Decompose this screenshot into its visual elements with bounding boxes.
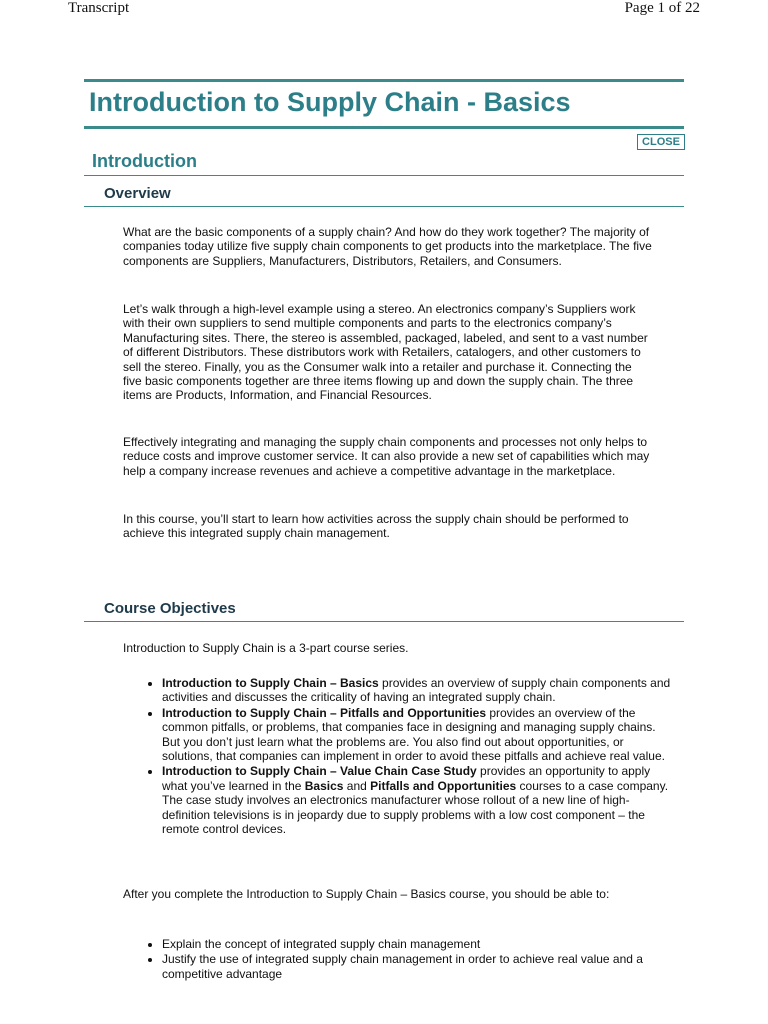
- overview-heading: Overview: [104, 185, 171, 202]
- list-item: • Explain the concept of integrated supply chain management: [162, 937, 672, 951]
- course-description: provides an opportunity to apply what you’ve learned in the: [162, 764, 651, 793]
- objectives-divider: [84, 621, 684, 622]
- list-item: [162, 676, 672, 705]
- header-transcript-label: Transcript: [68, 0, 130, 16]
- section-title: Introduction: [92, 151, 197, 171]
- close-button[interactable]: CLOSE: [637, 134, 685, 150]
- page-title: Introduction to Supply Chain - Basics: [89, 87, 571, 117]
- title-bottom-divider: [84, 126, 684, 129]
- list-item: [162, 706, 672, 764]
- course-list: [143, 676, 672, 837]
- overview-paragraph: Let’s walk through a high-level example using a stereo. An electronics company’s Suppliers work with their own suppliers to send multiple components and parts to the electronics company’s Manufacturing sites. There, the stereo is assembled, packaged, labeled, and sent to a vast number of different Distributors. These distributors work with Retailers, catalogers, and other customers to sell the stereo. Finally, you as the Consumer walk into a retailer and purchase it. Connecting the five basic components together are three items flowing up and down the supply chain. The three items are Products, Information, and Financial Resources.: [123, 302, 648, 403]
- course-description: courses to a case company. The case study involves an electronics manufacturer whose rollout of a new line of high-definition televisions is in jeopardy due to supply problems with a low cost component – the remote control devices.: [162, 778, 669, 837]
- overview-paragraph: Effectively integrating and managing the supply chain components and processes not only helps to reduce costs and improve customer service. It can also provide a new set of capabilities which may help a company increase revenues and achieve a competitive advantage in the marketplace.: [123, 435, 650, 478]
- section-divider: [84, 175, 684, 176]
- course-reference: Pitfalls and Opportunities: [370, 778, 517, 793]
- overview-paragraph: In this course, you’ll start to learn how activities across the supply chain should be performed to achieve this integrated supply chain management.: [123, 512, 629, 541]
- objectives-after-text: After you complete the Introduction to Supply Chain – Basics course, you should be able to:: [123, 887, 610, 901]
- course-description: provides an overview of the common pitfalls, or problems, that companies face in designing and managing supply chains. But you don’t just learn what the problems are. You also find out about opportunities, or solutions, that companies can implement in order to avoid these pitfalls and achieve real value.: [162, 705, 665, 764]
- title-top-divider: [84, 79, 684, 82]
- list-item: • Justify the use of integrated supply chain management in order to achieve real value and a competitive advantage: [162, 952, 672, 981]
- course-name: Introduction to Supply Chain – Basics: [162, 676, 379, 690]
- course-description: provides an overview of supply chain components and activities and discusses the criticality of having an integrated supply chain.: [162, 676, 671, 705]
- course-name: Introduction to Supply Chain – Pitfalls and Opportunities: [162, 705, 486, 720]
- page-number: Page 1 of 22: [624, 0, 700, 16]
- overview-paragraph: What are the basic components of a supply chain? And how do they work together? The majority of companies today utilize five supply chain components to get products into the marketplace. The five components are Suppliers, Manufacturers, Distributors, Retailers, and Consumers.: [123, 225, 652, 268]
- objectives-intro: Introduction to Supply Chain is a 3-part course series.: [123, 641, 409, 655]
- overview-divider: [84, 206, 684, 207]
- objectives-heading: Course Objectives: [104, 600, 236, 617]
- course-reference: Basics: [304, 778, 344, 793]
- goals-list: [143, 937, 672, 982]
- course-description: and: [343, 778, 371, 793]
- course-name: Introduction to Supply Chain – Value Chain Case Study: [162, 764, 477, 779]
- list-item: [162, 764, 672, 836]
